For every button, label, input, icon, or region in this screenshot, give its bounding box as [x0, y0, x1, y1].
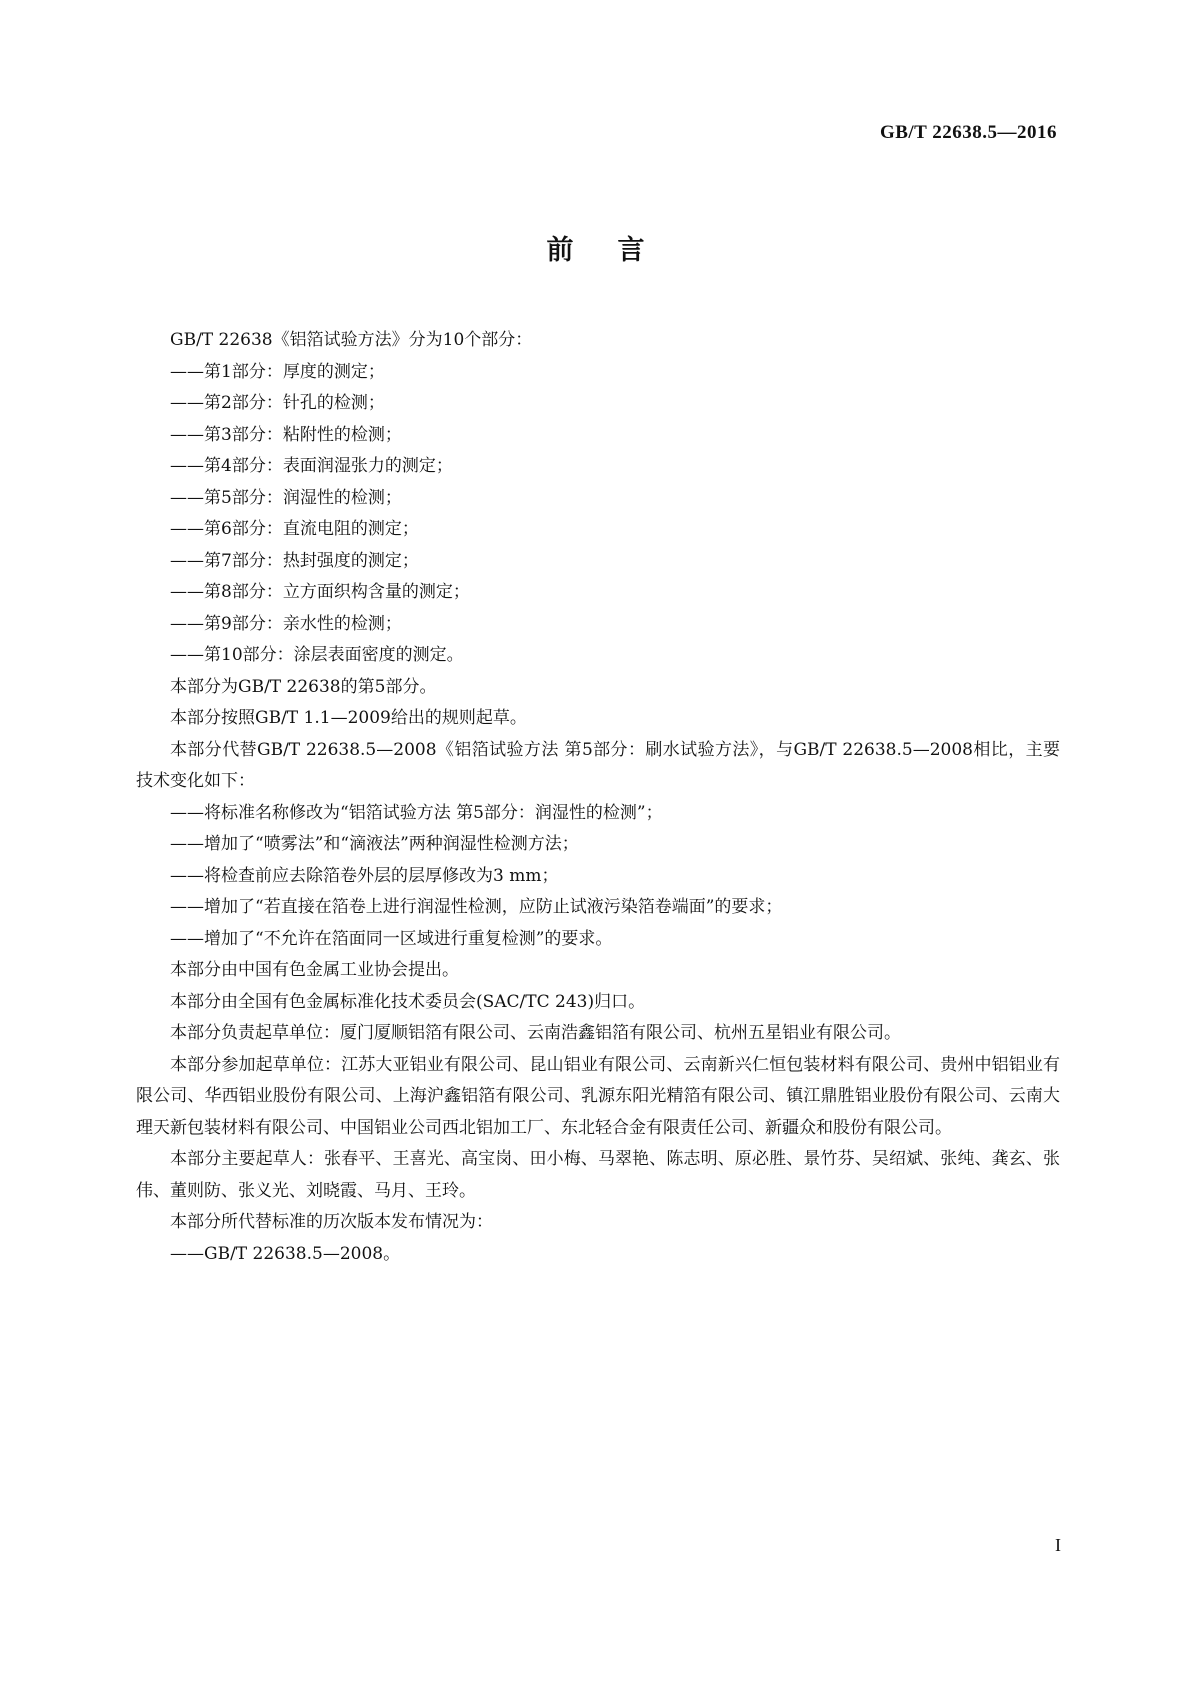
paragraph: 本部分由中国有色金属工业协会提出。	[170, 960, 459, 980]
list-item: ——第6部分：直流电阻的测定；	[170, 519, 419, 539]
list-item: ——增加了“若直接在箔卷上进行润湿性检测，应防止试液污染箔卷端面”的要求；	[170, 897, 783, 917]
paragraph: 本部分负责起草单位：厦门厦顺铝箔有限公司、云南浩鑫铝箔有限公司、杭州五星铝业有限公司。	[170, 1023, 901, 1043]
paragraph: 本部分主要起草人：张春平、王喜光、高宝岗、田小梅、马翠艳、陈志明、原必胜、景竹芬、吴绍斌、张纯、龚玄、张伟、董则防、张义光、刘晓霞、马月、王玲。	[136, 1149, 1060, 1201]
list-item: ——增加了“喷雾法”和“滴液法”两种润湿性检测方法；	[170, 834, 579, 854]
list-item: ——第2部分：针孔的检测；	[170, 393, 385, 413]
list-item: ——将标准名称修改为“铝箔试验方法 第5部分：润湿性的检测”；	[170, 802, 663, 823]
page-number: I	[1055, 1535, 1061, 1555]
paragraph: 本部分按照GB/T 1.1—2009给出的规则起草。	[170, 708, 527, 728]
list-item: ——第8部分：立方面织构含量的测定；	[170, 582, 470, 602]
list-item: ——第3部分：粘附性的检测；	[170, 424, 402, 445]
list-item: ——将检查前应去除箔卷外层的层厚修改为3 mm；	[170, 865, 559, 886]
page-title: 前言	[546, 235, 689, 266]
list-item: ——增加了“不允许在箔面同一区域进行重复检测”的要求。	[170, 928, 613, 949]
list-item: ——第4部分：表面润湿张力的测定；	[170, 456, 453, 476]
list-item: ——第5部分：润湿性的检测；	[170, 487, 402, 508]
standard-code: GB/T 22638.5—2016	[879, 122, 1057, 143]
list-item: ——第9部分：亲水性的检测；	[170, 613, 402, 634]
paragraph: 本部分由全国有色金属标准化技术委员会(SAC/TC 243)归口。	[170, 991, 646, 1012]
list-item: ——第7部分：热封强度的测定；	[170, 550, 419, 571]
paragraph: 本部分所代替标准的历次版本发布情况为：	[170, 1212, 493, 1232]
list-item: ——第10部分：涂层表面密度的测定。	[170, 645, 464, 665]
paragraph: 本部分参加起草单位：江苏大亚铝业有限公司、昆山铝业有限公司、云南新兴仁恒包装材料有限公司、贵州中铝铝业有限公司、华西铝业股份有限公司、上海沪鑫铝箔有限公司、乳源东阳光精箔有限公司、镇江鼎胜铝业股份有限公司、云南大理天新包装材料有限公司、中国铝业公司西北铝加工厂、东北轻合金有限责任公司、新疆众和股份有限公司。	[136, 1054, 1060, 1138]
paragraph: 本部分为GB/T 22638的第5部分。	[170, 676, 437, 697]
paragraph: 本部分代替GB/T 22638.5—2008《铝箔试验方法 第5部分：刷水试验方法》，与GB/T 22638.5—2008相比，主要技术变化如下：	[136, 739, 1060, 791]
list-item: ——GB/T 22638.5—2008。	[170, 1243, 401, 1264]
paragraph: GB/T 22638《铝箔试验方法》分为10个部分：	[170, 330, 533, 350]
list-item: ——第1部分：厚度的测定；	[170, 361, 385, 382]
document-body	[136, 325, 1060, 1270]
